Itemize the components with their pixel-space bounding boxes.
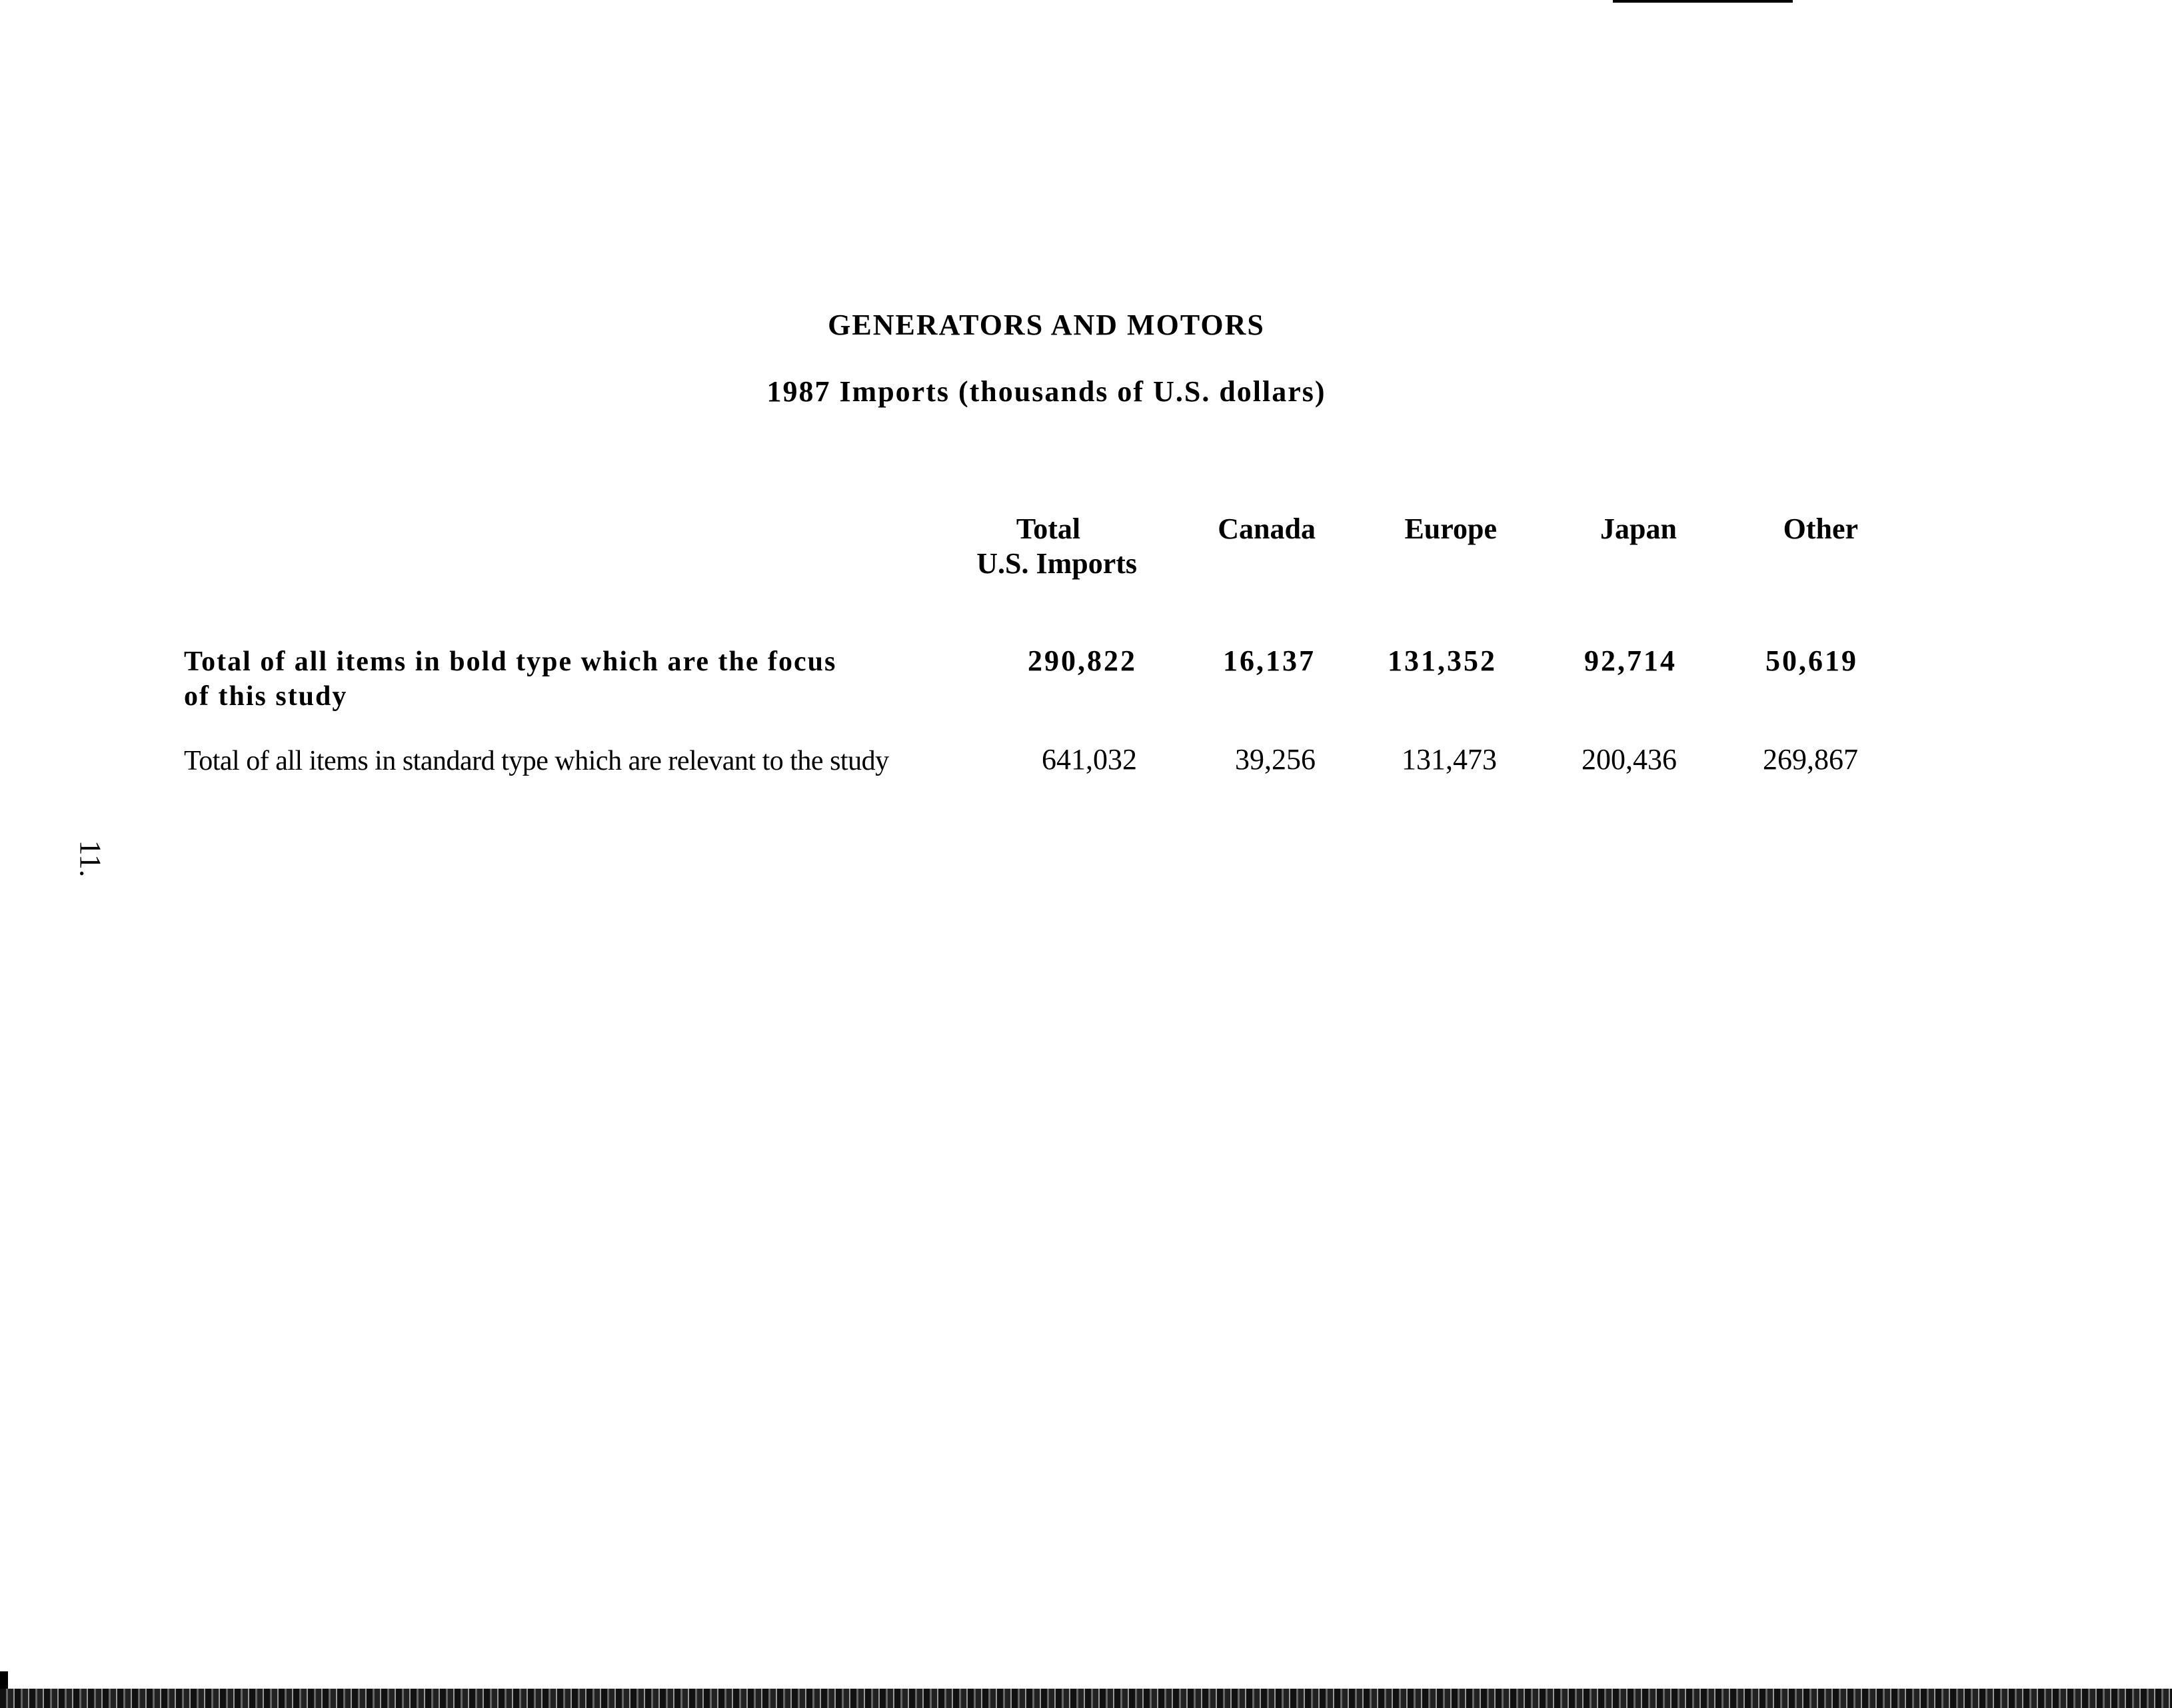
document-title: GENERATORS AND MOTORS <box>828 309 1265 341</box>
table-cell: 16,137 <box>1223 644 1316 677</box>
column-header-canada: Canada <box>1218 512 1316 545</box>
table-cell: 641,032 <box>1042 743 1137 776</box>
column-header-line: Total <box>1016 512 1081 545</box>
scan-edge-bottom <box>0 1689 2172 1708</box>
table-cell: 269,867 <box>1763 743 1858 776</box>
column-header-other: Other <box>1783 512 1858 545</box>
table-cell: 50,619 <box>1765 644 1858 677</box>
column-header-europe: Europe <box>1404 512 1497 545</box>
table-cell: 131,473 <box>1402 743 1497 776</box>
table-cell: 131,352 <box>1388 644 1497 677</box>
column-header-total-us-imports <box>920 512 1137 581</box>
scan-mark-top <box>1613 0 1793 3</box>
table-cell: 39,256 <box>1235 743 1316 776</box>
table-cell: 290,822 <box>1028 644 1137 677</box>
table-row-label: Total of all items in standard type which are relevant to the study <box>184 746 889 776</box>
table-cell: 92,714 <box>1584 644 1677 677</box>
document-subtitle: 1987 Imports (thousands of U.S. dollars) <box>766 375 1326 408</box>
column-header-line: U.S. Imports <box>976 547 1137 580</box>
table-cell: 200,436 <box>1582 743 1677 776</box>
page-number: 11. <box>73 840 108 878</box>
column-header-japan: Japan <box>1600 512 1677 545</box>
table-row-label: Total of all items in bold type which are the focus of this study <box>184 646 837 712</box>
